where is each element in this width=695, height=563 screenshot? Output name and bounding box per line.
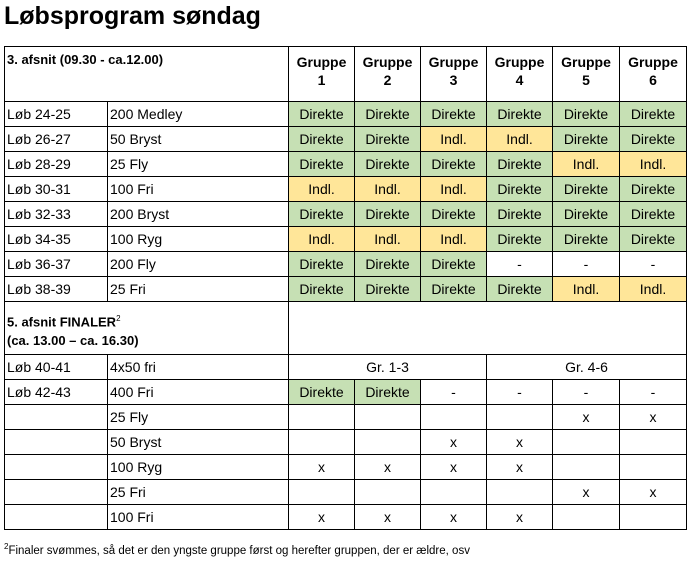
group-1-cell: Direkte bbox=[289, 102, 355, 127]
race-row bbox=[5, 380, 687, 405]
group-1-cell bbox=[289, 405, 355, 430]
section5-time: (ca. 13.00 – ca. 16.30) bbox=[7, 332, 139, 348]
group-2-cell: Direkte bbox=[355, 152, 421, 177]
group-6-cell: Direkte bbox=[620, 202, 687, 227]
race-number: Løb 28-29 bbox=[5, 152, 108, 177]
group-header-label: Gruppe bbox=[362, 54, 413, 70]
race-row bbox=[5, 177, 687, 202]
group-header-number: 2 bbox=[383, 72, 392, 88]
group-1-cell bbox=[289, 430, 355, 455]
group-4-cell: x bbox=[487, 505, 553, 530]
race-number bbox=[5, 405, 108, 430]
group-3-cell: - bbox=[421, 380, 487, 405]
group-3-cell bbox=[421, 405, 487, 430]
group-5-cell: Direkte bbox=[553, 102, 620, 127]
group-4-cell: Direkte bbox=[487, 277, 553, 302]
group-1-cell: Direkte bbox=[289, 277, 355, 302]
group-3-cell: x bbox=[421, 505, 487, 530]
group-2-cell: Direkte bbox=[355, 102, 421, 127]
event-name: 100 Fri bbox=[108, 177, 289, 202]
group-4-cell: Direkte bbox=[487, 227, 553, 252]
race-number: Løb 34-35 bbox=[5, 227, 108, 252]
group-4-cell: Direkte bbox=[487, 202, 553, 227]
race-number: Løb 26-27 bbox=[5, 127, 108, 152]
section5-footnote-marker: 2 bbox=[116, 314, 121, 324]
group-3-cell: Direkte bbox=[421, 102, 487, 127]
group-3-cell: x bbox=[421, 430, 487, 455]
group-4-cell: x bbox=[487, 455, 553, 480]
group-5-cell bbox=[553, 455, 620, 480]
group-5-cell: - bbox=[553, 380, 620, 405]
section5-header-row bbox=[5, 302, 687, 355]
group-header-label: Gruppe bbox=[296, 54, 347, 70]
group-header-2 bbox=[355, 47, 421, 102]
event-name: 400 Fri bbox=[108, 380, 289, 405]
group-header-number: 1 bbox=[317, 72, 326, 88]
race-row bbox=[5, 455, 687, 480]
race-row bbox=[5, 277, 687, 302]
group-header-label: Gruppe bbox=[561, 54, 611, 70]
event-name: 100 Ryg bbox=[108, 227, 289, 252]
race-row bbox=[5, 102, 687, 127]
group-header-3 bbox=[421, 47, 487, 102]
event-name: 100 Fri bbox=[108, 505, 289, 530]
group-1-cell bbox=[289, 480, 355, 505]
group-1-cell: x bbox=[289, 505, 355, 530]
group-3-cell: Direkte bbox=[421, 202, 487, 227]
race-row bbox=[5, 480, 687, 505]
group-header-number: 5 bbox=[582, 72, 590, 88]
group-4-cell: - bbox=[487, 380, 553, 405]
race-number bbox=[5, 430, 108, 455]
race-number: Løb 40-41 bbox=[5, 355, 108, 380]
group-1-cell: Direkte bbox=[289, 380, 355, 405]
group-1-cell: Indl. bbox=[289, 177, 355, 202]
group-2-cell: x bbox=[355, 455, 421, 480]
group-5-cell: Direkte bbox=[553, 177, 620, 202]
group-header-4 bbox=[487, 47, 553, 102]
event-name: 50 Bryst bbox=[108, 430, 289, 455]
group-2-cell: x bbox=[355, 505, 421, 530]
group-header-number: 3 bbox=[449, 72, 458, 88]
group-header-6 bbox=[620, 47, 687, 102]
group-6-cell bbox=[620, 455, 687, 480]
header-row bbox=[5, 47, 687, 102]
group-4-cell: Direkte bbox=[487, 102, 553, 127]
group-2-cell: Direkte bbox=[355, 252, 421, 277]
event-name: 4x50 fri bbox=[108, 355, 289, 380]
group-6-cell: Direkte bbox=[620, 127, 687, 152]
section5-empty-cell bbox=[289, 302, 687, 355]
footnote bbox=[4, 542, 470, 557]
group-3-cell: Indl. bbox=[421, 177, 487, 202]
group-2-cell bbox=[355, 430, 421, 455]
group-3-cell: Indl. bbox=[421, 227, 487, 252]
group-2-cell bbox=[355, 405, 421, 430]
group-6-cell: x bbox=[620, 405, 687, 430]
race-number bbox=[5, 480, 108, 505]
group-3-cell: x bbox=[421, 455, 487, 480]
group-1-cell: Direkte bbox=[289, 152, 355, 177]
race-row bbox=[5, 127, 687, 152]
race-number: Løb 32-33 bbox=[5, 202, 108, 227]
group-4-cell: Direkte bbox=[487, 152, 553, 177]
group-3-cell bbox=[421, 480, 487, 505]
event-name: 25 Fri bbox=[108, 480, 289, 505]
group-4-cell bbox=[487, 480, 553, 505]
race-number: Løb 38-39 bbox=[5, 277, 108, 302]
group-5-cell: x bbox=[553, 405, 620, 430]
event-name: 25 Fri bbox=[108, 277, 289, 302]
relay-groups-1-3: Gr. 1-3 bbox=[289, 355, 487, 380]
race-row bbox=[5, 252, 687, 277]
group-2-cell: Indl. bbox=[355, 177, 421, 202]
event-name: 100 Ryg bbox=[108, 455, 289, 480]
race-number bbox=[5, 455, 108, 480]
group-6-cell: Direkte bbox=[620, 227, 687, 252]
group-1-cell: Indl. bbox=[289, 227, 355, 252]
group-5-cell bbox=[553, 505, 620, 530]
group-6-cell: Direkte bbox=[620, 177, 687, 202]
group-6-cell: Indl. bbox=[620, 277, 687, 302]
race-program-table bbox=[4, 46, 687, 530]
page-title: Løbsprogram søndag bbox=[4, 2, 261, 30]
race-number: Løb 36-37 bbox=[5, 252, 108, 277]
group-3-cell: Indl. bbox=[421, 127, 487, 152]
group-6-cell: - bbox=[620, 380, 687, 405]
event-name: 25 Fly bbox=[108, 405, 289, 430]
group-6-cell: - bbox=[620, 252, 687, 277]
group-4-cell bbox=[487, 405, 553, 430]
race-row bbox=[5, 505, 687, 530]
group-header-5 bbox=[553, 47, 620, 102]
section5-title-text: 5. afsnit FINALER bbox=[7, 314, 117, 330]
group-5-cell: Direkte bbox=[553, 227, 620, 252]
group-header-label: Gruppe bbox=[494, 54, 545, 70]
section5-title bbox=[5, 302, 289, 355]
footnote-text: Finaler svømmes, så det er den yngste gruppe først og herefter gruppen, der er ældre, osv bbox=[8, 544, 470, 557]
group-1-cell: Direkte bbox=[289, 252, 355, 277]
relay-groups-4-6: Gr. 4-6 bbox=[487, 355, 687, 380]
race-row bbox=[5, 152, 687, 177]
footnote-marker: 2 bbox=[4, 542, 9, 551]
group-2-cell: Indl. bbox=[355, 227, 421, 252]
group-6-cell: Indl. bbox=[620, 152, 687, 177]
group-5-cell: Direkte bbox=[553, 202, 620, 227]
race-number: Løb 30-31 bbox=[5, 177, 108, 202]
group-1-cell: x bbox=[289, 455, 355, 480]
group-4-cell: - bbox=[487, 252, 553, 277]
group-5-cell: Direkte bbox=[553, 127, 620, 152]
group-2-cell: Direkte bbox=[355, 127, 421, 152]
group-5-cell: Indl. bbox=[553, 277, 620, 302]
group-2-cell: Direkte bbox=[355, 380, 421, 405]
group-5-cell bbox=[553, 430, 620, 455]
group-header-label: Gruppe bbox=[428, 54, 479, 70]
section3-title: 3. afsnit (09.30 - ca.12.00) bbox=[5, 47, 289, 102]
group-header-number: 4 bbox=[515, 72, 524, 88]
race-number: Løb 24-25 bbox=[5, 102, 108, 127]
race-row bbox=[5, 430, 687, 455]
group-6-cell: x bbox=[620, 480, 687, 505]
group-6-cell: Direkte bbox=[620, 102, 687, 127]
group-6-cell bbox=[620, 430, 687, 455]
event-name: 200 Medley bbox=[108, 102, 289, 127]
group-4-cell: Indl. bbox=[487, 127, 553, 152]
group-header-label: Gruppe bbox=[628, 54, 678, 70]
group-1-cell: Direkte bbox=[289, 127, 355, 152]
event-name: 200 Bryst bbox=[108, 202, 289, 227]
race-row bbox=[5, 227, 687, 252]
group-3-cell: Direkte bbox=[421, 152, 487, 177]
group-5-cell: x bbox=[553, 480, 620, 505]
group-6-cell bbox=[620, 505, 687, 530]
group-2-cell bbox=[355, 480, 421, 505]
race-number bbox=[5, 505, 108, 530]
group-header-number: 6 bbox=[649, 72, 657, 88]
event-name: 25 Fly bbox=[108, 152, 289, 177]
group-3-cell: Direkte bbox=[421, 252, 487, 277]
race-row bbox=[5, 202, 687, 227]
group-5-cell: Indl. bbox=[553, 152, 620, 177]
group-3-cell: Direkte bbox=[421, 277, 487, 302]
group-4-cell: x bbox=[487, 430, 553, 455]
event-name: 200 Fly bbox=[108, 252, 289, 277]
group-2-cell: Direkte bbox=[355, 277, 421, 302]
group-5-cell: - bbox=[553, 252, 620, 277]
group-2-cell: Direkte bbox=[355, 202, 421, 227]
event-name: 50 Bryst bbox=[108, 127, 289, 152]
group-4-cell: Direkte bbox=[487, 177, 553, 202]
race-row bbox=[5, 355, 687, 380]
group-1-cell: Direkte bbox=[289, 202, 355, 227]
race-row bbox=[5, 405, 687, 430]
group-header-1 bbox=[289, 47, 355, 102]
race-number: Løb 42-43 bbox=[5, 380, 108, 405]
